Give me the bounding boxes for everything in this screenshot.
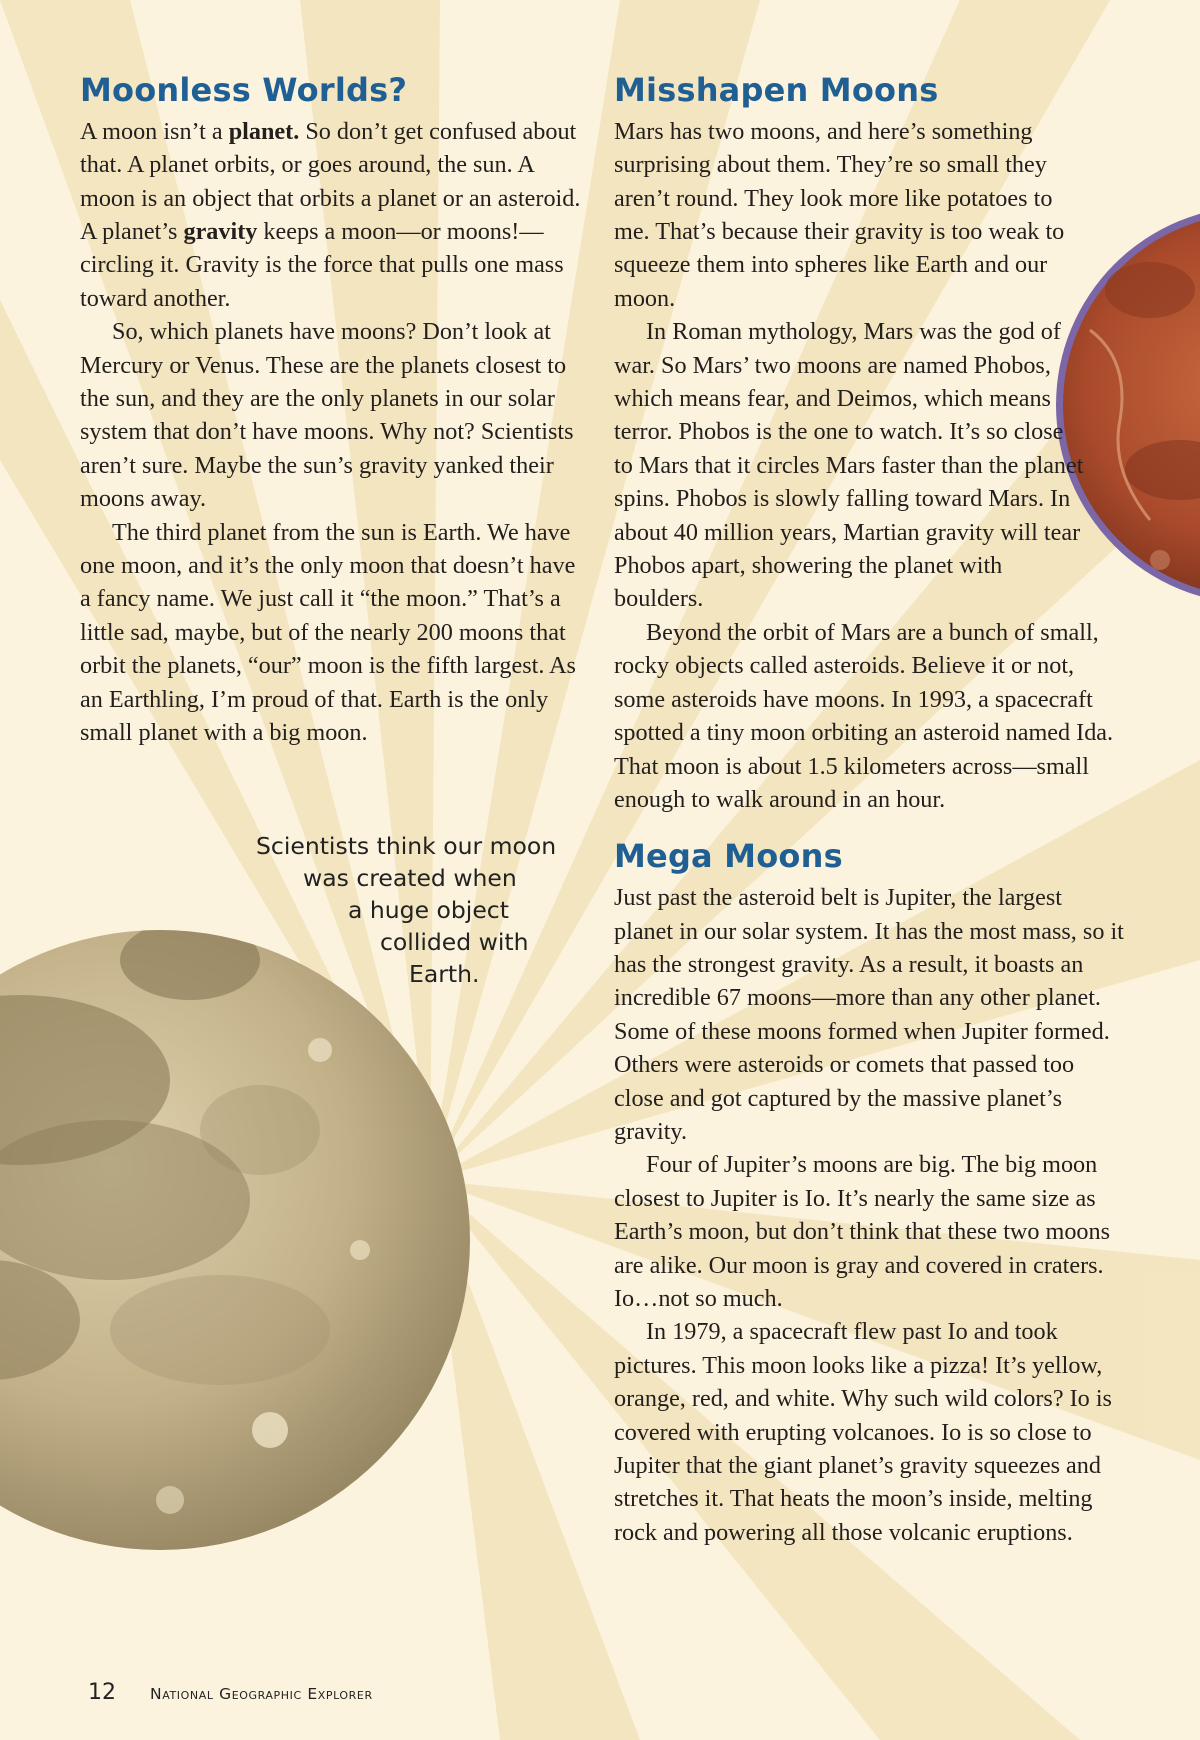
- caption-line: collided with: [380, 928, 529, 956]
- term-gravity: gravity: [183, 218, 258, 246]
- caption-line: a huge object: [348, 896, 509, 924]
- heading-mega-moons: Mega Moons: [614, 837, 843, 876]
- caption-line: was created when: [303, 864, 517, 892]
- caption-line: Scientists think our moon: [256, 832, 557, 860]
- right-column: [614, 72, 1124, 1549]
- paragraph: In 1979, a spacecraft flew past Io and took pictures. This moon looks like a pizza! It’s yellow, orange, red, and white. Why such wild colors? Io is covered with erupting volcanoes. Io is so close to Jupiter that the giant planet’s gravity squeezes and stretches it. That heats the moon’s inside, melting rock and powering all those volcanic eruptions.: [614, 1318, 1112, 1546]
- paragraph: In Roman mythology, Mars was the god of war. So Mars’ two moons are named Phobos, which means fear, and Deimos, which means terror. Phobos is the one to watch. It’s so close to Mars that it circles Mars faster than the planet spins. Phobos is slowly falling toward Mars. In about 40 million years, Martian gravity will tear Phobos apart, showering the planet with boulders.: [614, 318, 1084, 613]
- magazine-name: National Geographic Explorer: [150, 1685, 373, 1703]
- text: So don’t get confused about that. A planet orbits, or goes around, the sun. A moon is an object that orbits a planet or an asteroid. A planet’s: [80, 117, 581, 246]
- page-number: 12: [88, 1680, 116, 1705]
- paragraph: Just past the asteroid belt is Jupiter, the largest planet in our solar system. It has the most mass, so it has the strongest gravity. As a result, it boasts an incredible 67 moons—more than any other planet. Some of these moons formed when Jupiter formed. Others were asteroids or comets that passed too close and got captured by the massive planet’s gravity.: [614, 884, 1124, 1145]
- moon-photo: [0, 871, 470, 1550]
- term-planet: planet.: [228, 117, 300, 145]
- paragraph: So, which planets have moons? Don’t look at Mercury or Venus. These are the planets closest to the sun, and they are the only planets in our solar system that don’t have moons. Why not? Scientists aren’t sure. Maybe the sun’s gravity yanked their moons away.: [80, 318, 574, 513]
- heading-misshapen-moons: Misshapen Moons: [614, 71, 939, 109]
- left-column: [80, 72, 588, 750]
- caption-line: Earth.: [409, 960, 480, 988]
- text: keeps a moon—or moons!—circling it. Gravity is the force that pulls one mass toward another.: [80, 218, 564, 312]
- text: A moon isn’t a: [80, 117, 229, 145]
- paragraph: The third planet from the sun is Earth. We have one moon, and it’s the only moon that doesn’t have a fancy name. We just call it “the moon.” That’s a little sad, maybe, but of the nearly 200 moons that orbit the planets, “our” moon is the fifth largest. As an Earthling, I’m proud of that. Earth is the only small planet with a big moon.: [80, 518, 576, 747]
- paragraph: Mars has two moons, and here’s something surprising about them. They’re so small they aren’t round. They look more like potatoes to me. That’s because their gravity is too weak to squeeze them into spheres like Earth and our moon.: [614, 117, 1065, 312]
- paragraph: Four of Jupiter’s moons are big. The big moon closest to Jupiter is Io. It’s nearly the same size as Earth’s moon, but don’t think that these two moons are alike. Our moon is gray and covered in craters. Io…not so much.: [614, 1151, 1111, 1312]
- paragraph: Beyond the orbit of Mars are a bunch of small, rocky objects called asteroids. Believe it or not, some asteroids have moons. In 1993, a spacecraft spotted a tiny moon orbiting an asteroid named Ida. That moon is about 1.5 kilometers across—small enough to walk around in an hour.: [614, 618, 1114, 813]
- heading-moonless-worlds: Moonless Worlds?: [80, 71, 408, 109]
- paragraph: [80, 115, 588, 315]
